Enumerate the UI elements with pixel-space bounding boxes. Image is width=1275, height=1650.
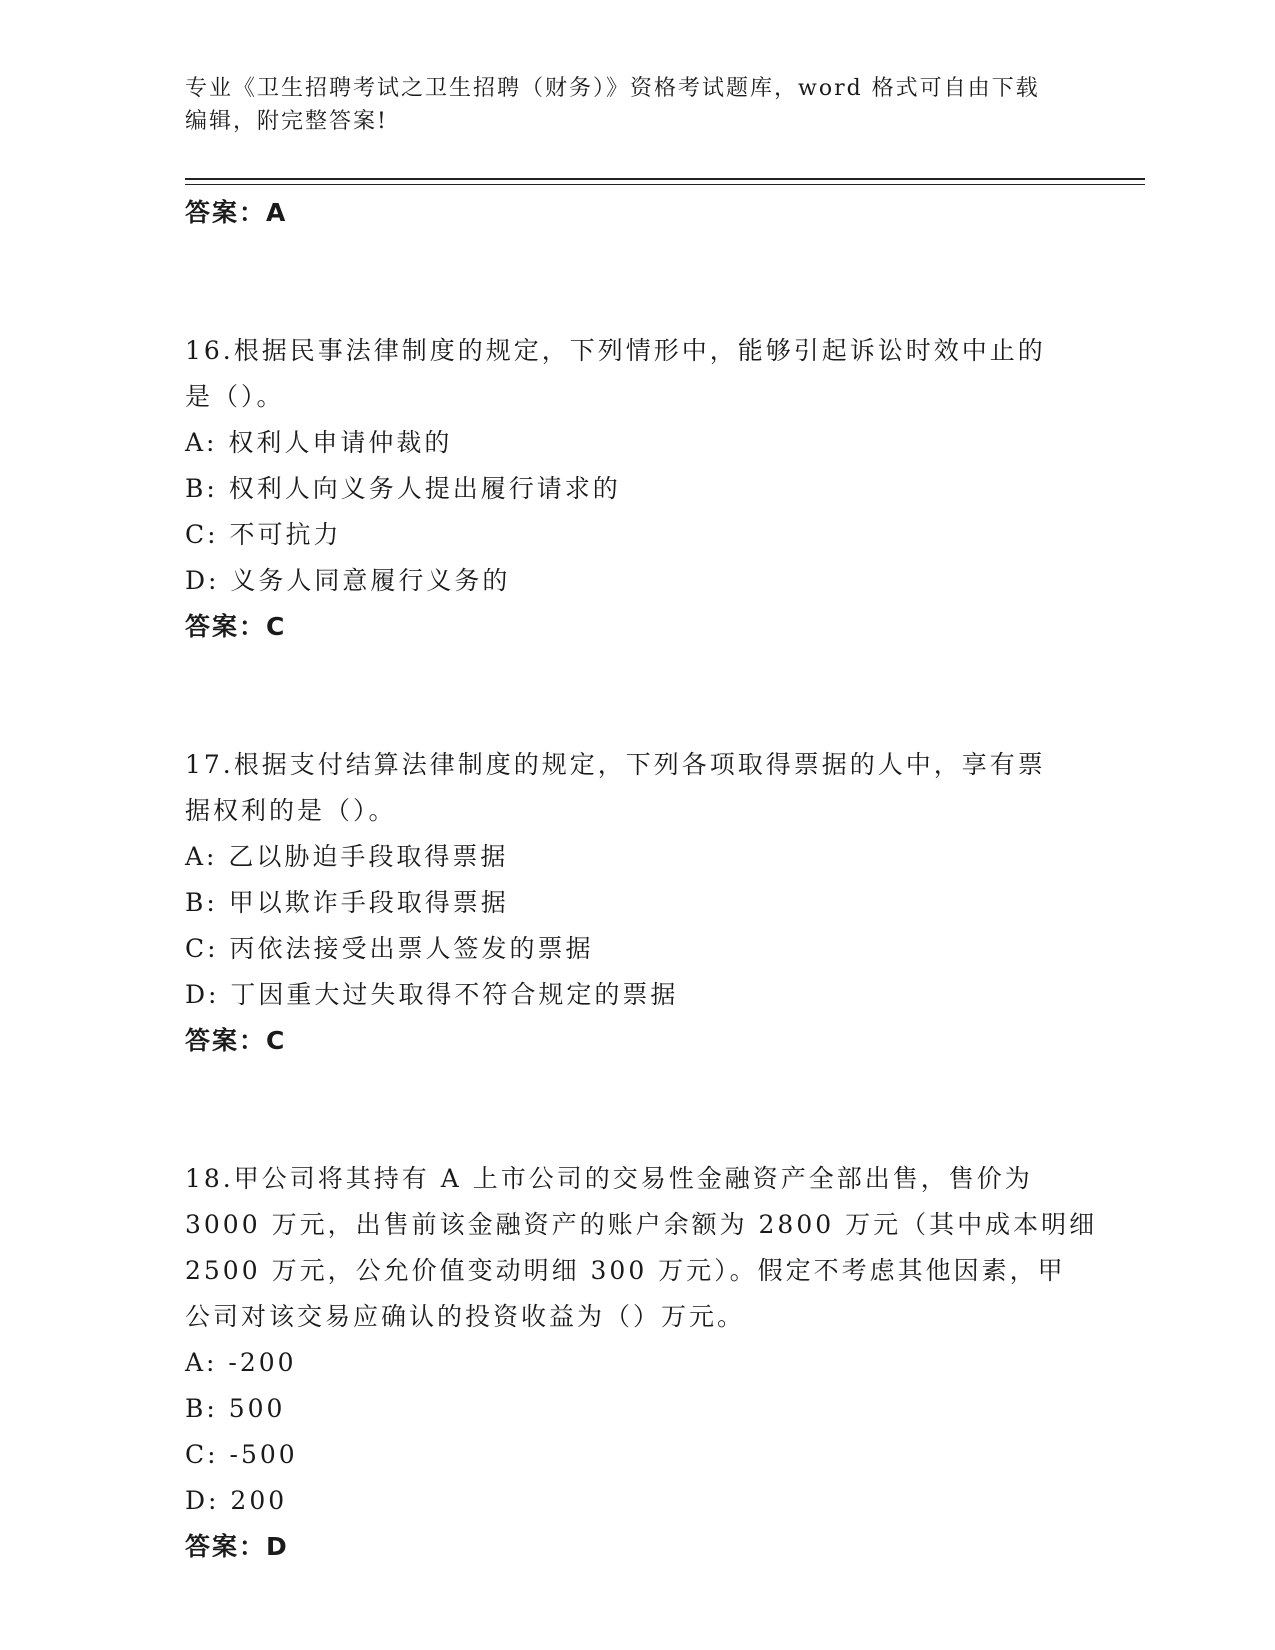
option-b: B: 权利人向义务人提出履行请求的	[185, 474, 621, 503]
question-stem-line: 16.根据民事法律制度的规定，下列情形中，能够引起诉讼时效中止的	[185, 336, 1046, 365]
answer: 答案：D	[185, 1532, 289, 1561]
option-a: A: 乙以胁迫手段取得票据	[185, 842, 509, 871]
option-d: D: 义务人同意履行义务的	[185, 566, 511, 595]
option-d: D: 丁因重大过失取得不符合规定的票据	[185, 980, 679, 1009]
option-a: A: 权利人申请仲裁的	[185, 428, 453, 457]
header-line-1: 专业《卫生招聘考试之卫生招聘（财务）》资格考试题库，word 格式可自由下载	[185, 76, 1040, 101]
question-17	[185, 742, 1105, 1064]
question-stem-line: 18.甲公司将其持有 A 上市公司的交易性金融资产全部出售，售价为	[185, 1164, 1033, 1193]
option-b: B: 甲以欺诈手段取得票据	[185, 888, 509, 917]
header-divider-thick	[185, 178, 1145, 180]
question-16	[185, 328, 1105, 650]
option-c: C: -500	[185, 1440, 298, 1469]
header-line-2: 编辑，附完整答案!	[185, 109, 388, 134]
document-body	[185, 190, 1105, 1570]
option-c: C: 丙依法接受出票人签发的票据	[185, 934, 594, 963]
question-stem-line: 是（）。	[185, 382, 285, 411]
question-stem-line: 2500 万元，公允价值变动明细 300 万元）。假定不考虑其他因素，甲	[185, 1256, 1066, 1285]
question-stem-line: 据权利的是（）。	[185, 796, 397, 825]
option-b: B: 500	[185, 1394, 286, 1423]
previous-answer: 答案：A	[185, 198, 288, 227]
question-18	[185, 1156, 1105, 1570]
option-a: A: -200	[185, 1348, 297, 1377]
header-divider-thin	[185, 184, 1145, 185]
answer: 答案：C	[185, 612, 287, 641]
option-c: C: 不可抗力	[185, 520, 342, 549]
question-stem-line: 17.根据支付结算法律制度的规定，下列各项取得票据的人中，享有票	[185, 750, 1046, 779]
question-stem-line: 公司对该交易应确认的投资收益为（）万元。	[185, 1302, 746, 1331]
answer: 答案：C	[185, 1026, 287, 1055]
question-stem-line: 3000 万元，出售前该金融资产的账户余额为 2800 万元（其中成本明细	[185, 1210, 1098, 1239]
document-header	[185, 72, 1085, 138]
option-d: D: 200	[185, 1486, 288, 1515]
